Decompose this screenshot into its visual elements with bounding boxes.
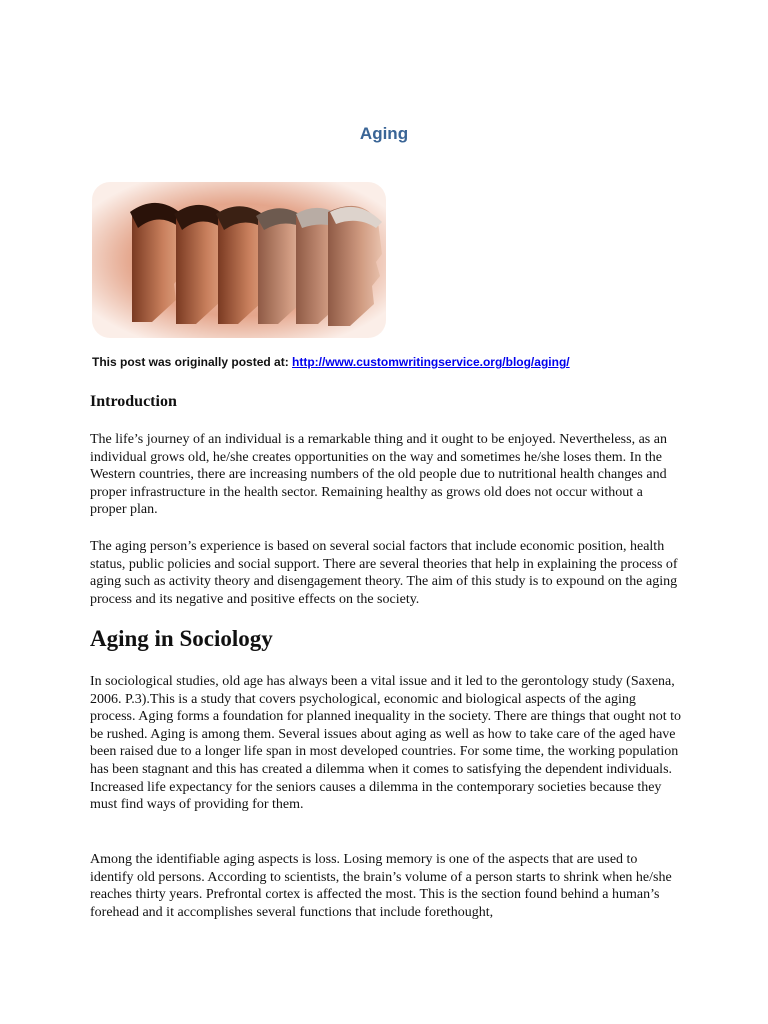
sociology-heading: Aging in Sociology [90, 626, 273, 651]
source-attribution [92, 355, 570, 369]
source-link[interactable]: http://www.customwritingservice.org/blog/aging/ [292, 355, 570, 369]
document-title: Aging [359, 124, 409, 143]
source-prefix: This post was originally posted at: [92, 355, 293, 369]
sociology-paragraph-2: Among the identifiable aging aspects is loss. Losing memory is one of the aspects that are used to identify old persons. According to scientists, the brain’s volume of a person starts to shrink when he/she reaches thirty years. Prefrontal cortex is affected the most. This is the section found behind a human’s forehead and it accomplishes several functions that include forethought, [90, 852, 672, 920]
introduction-paragraph-1: The life’s journey of an individual is a remarkable thing and it ought to be enjoyed. Nevertheless, as an individual grows old, he/she creates opportunities on the way and sometimes he/she loses them. In the Western countries, there are increasing numbers of the old people due to nutritional health changes and proper infrastructure in the health sector. Remaining healthy as grows old does not occur without a proper plan. [90, 432, 667, 518]
aging-faces-illustration [92, 182, 386, 338]
introduction-paragraph-2: The aging person’s experience is based on several social factors that include economic position, health status, public policies and social support. There are several theories that help in explaining the process of aging such as activity theory and disengagement theory. The aim of this study is to expound on the aging process and its negative and positive effects on the society. [90, 539, 678, 607]
sociology-paragraph-1: In sociological studies, old age has always been a vital issue and it led to the gerontology study (Saxena, 2006. P.3).This is a study that covers psychological, economic and biological aspects of the aging process. Aging forms a foundation for planned inequality in the society. There are things that ought not to be rushed. Aging is among them. Several issues about aging as well as how to take care of the aged have been raised due to a longer life span in most developed countries. For some time, the working population has been stagnant and this has created a dilemma when it comes to satisfying the dependent individuals. Increased life expectancy for the seniors causes a dilemma in the contemporary societies because they must find ways of providing for them. [90, 674, 681, 813]
aging-faces-image [92, 182, 386, 338]
introduction-heading: Introduction [90, 393, 177, 410]
